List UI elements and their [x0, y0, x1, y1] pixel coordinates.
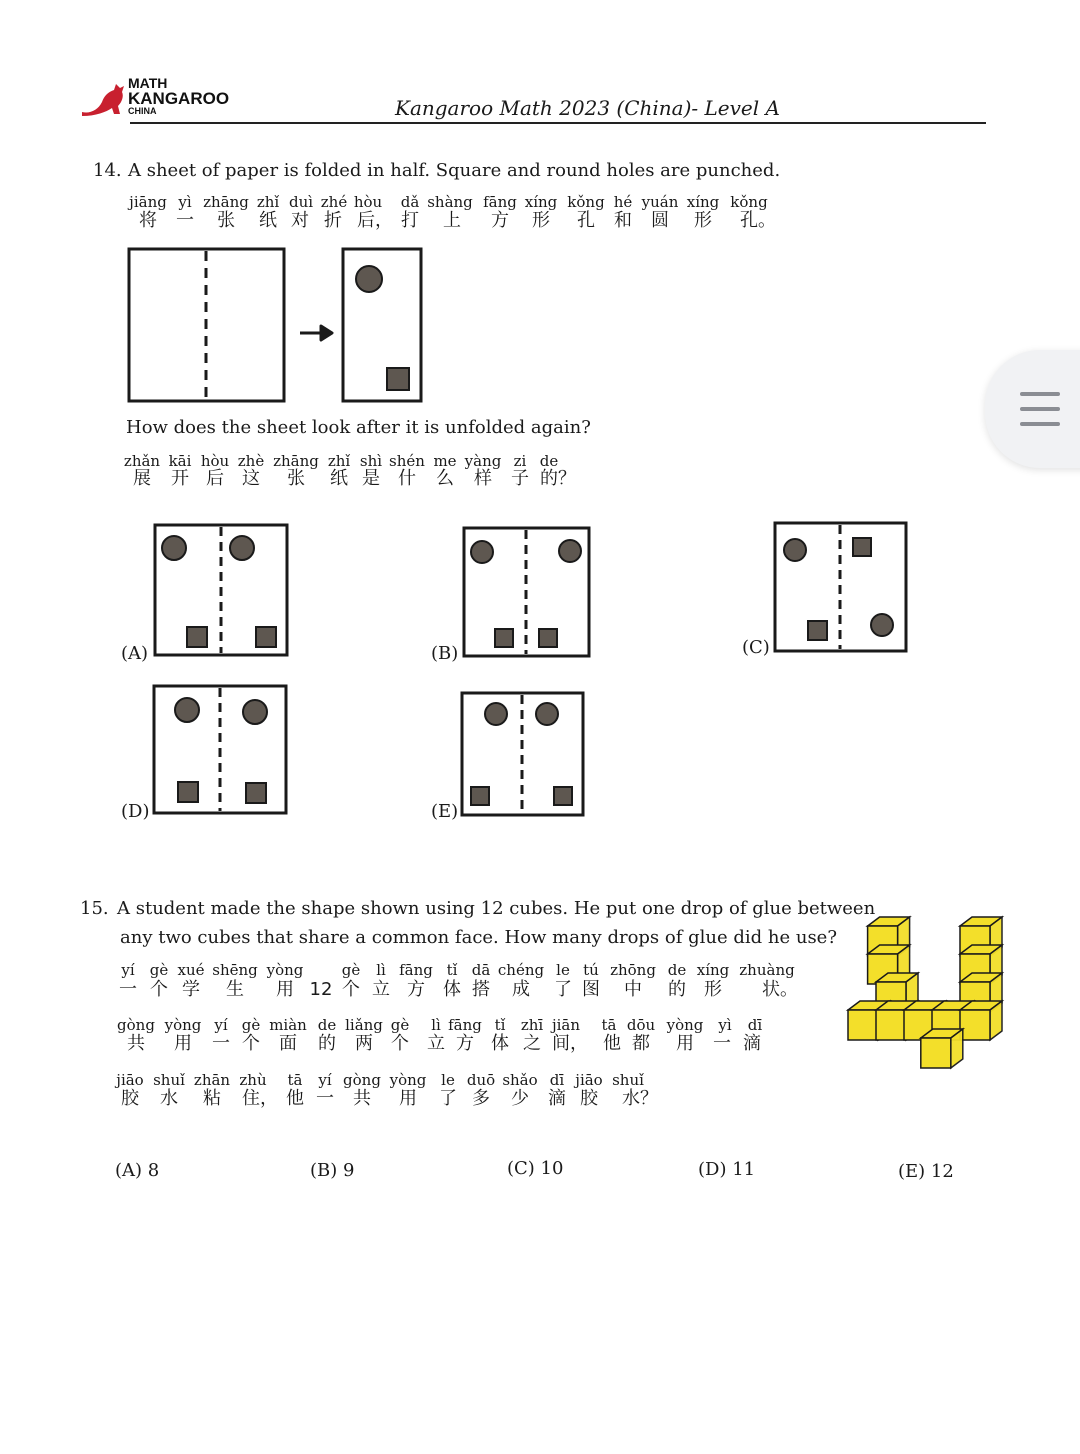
pinyin-syllable: shì [359, 452, 383, 470]
pinyin-syllable: chéng [497, 961, 545, 979]
hanzi-character: 纸 [330, 468, 348, 489]
pinyin-syllable: duō [466, 1071, 496, 1089]
pinyin-syllable: zhān [193, 1071, 231, 1089]
hanzi-character: 这 [242, 468, 260, 489]
pinyin-syllable: shuǐ [153, 1071, 185, 1089]
pinyin-syllable: yí [214, 1016, 228, 1034]
pinyin-syllable: jiāo [575, 1071, 603, 1089]
hanzi-character: 形 [532, 210, 550, 231]
hanzi-character: 一 [119, 979, 137, 1000]
q14-hanzi-line-1 [0, 212, 1080, 234]
hanzi-character: 他 [603, 1033, 621, 1054]
pinyin-syllable: shǎo [502, 1071, 538, 1089]
pinyin-syllable: dī [549, 1071, 565, 1089]
pinyin-syllable: zhāng [273, 452, 319, 470]
pinyin-syllable: gè [149, 961, 169, 979]
pinyin-syllable: yòng [266, 961, 304, 979]
hanzi-character: 个 [242, 1033, 260, 1054]
pinyin-syllable: tā [601, 1016, 617, 1034]
pinyin-syllable: gè [241, 1016, 261, 1034]
hanzi-character: 面 [279, 1033, 297, 1054]
hanzi-character: 形 [704, 979, 722, 1000]
pinyin-syllable: zhǎn [123, 452, 161, 470]
hanzi-character: 立 [372, 979, 390, 1000]
hanzi-character: 后 [206, 468, 224, 489]
pinyin-syllable: dōu [626, 1016, 656, 1034]
hanzi-character: 张 [287, 468, 305, 489]
pinyin-syllable: duì [288, 193, 314, 211]
hanzi-character: 用 [676, 1033, 694, 1054]
hanzi-character: 用 [276, 979, 294, 1000]
pinyin-syllable: dǎ [400, 193, 420, 211]
pinyin-syllable: shàng [427, 193, 473, 211]
q14-option-d-figure[interactable] [151, 683, 291, 818]
hanzi-character: 中 [624, 979, 642, 1000]
pinyin-syllable: le [441, 1071, 455, 1089]
hanzi-character: 胶 [121, 1088, 139, 1109]
hanzi-character: 么 [436, 468, 454, 489]
pinyin-syllable: liǎng [345, 1016, 383, 1034]
hanzi-character: 形 [694, 210, 712, 231]
menu-icon-bar-2 [1020, 407, 1060, 411]
pinyin-syllable: xíng [696, 961, 730, 979]
q15-text-line-2: any two cubes that share a common face. How many drops of glue did he use? [120, 927, 837, 948]
pinyin-syllable: jiāng [129, 193, 167, 211]
hanzi-character: 间， [552, 1033, 588, 1054]
hanzi-character: 共 [353, 1088, 371, 1109]
hanzi-character: 12 [309, 979, 333, 1000]
pinyin-syllable: yàng [464, 452, 502, 470]
pinyin-syllable: lì [376, 961, 386, 979]
q14-option-d-label[interactable]: (D) [121, 801, 150, 822]
hanzi-character: 状。 [762, 979, 798, 1000]
hanzi-character: 成 [512, 979, 530, 1000]
cube [921, 1029, 963, 1068]
hanzi-character: 用 [174, 1033, 192, 1054]
hanzi-character: 图 [582, 979, 600, 1000]
pinyin-syllable: de [667, 961, 687, 979]
hanzi-character: 纸 [259, 210, 277, 231]
hanzi-character: 打 [401, 210, 419, 231]
pinyin-syllable: tú [583, 961, 599, 979]
fold-diagram [125, 245, 445, 415]
pinyin-syllable: gòng [343, 1071, 381, 1089]
hanzi-character: 体 [443, 979, 461, 1000]
hanzi-character: 他 [286, 1088, 304, 1109]
hanzi-character: 个 [150, 979, 168, 1000]
hanzi-character: 个 [342, 979, 360, 1000]
pinyin-syllable: zi [513, 452, 527, 470]
pinyin-syllable: le [556, 961, 570, 979]
q15-option-d[interactable]: (D) 11 [698, 1159, 756, 1180]
hanzi-character: 个 [391, 1033, 409, 1054]
pinyin-syllable: lì [431, 1016, 441, 1034]
logo-line-china: CHINA [128, 106, 157, 116]
pinyin-syllable: hé [613, 193, 633, 211]
q14-number: 14. [93, 160, 122, 181]
hanzi-character: 粘 [203, 1088, 221, 1109]
pinyin-syllable: xíng [686, 193, 720, 211]
hanzi-character: 都 [632, 1033, 650, 1054]
q14-question: How does the sheet look after it is unfolded again? [126, 417, 591, 438]
hanzi-character: 上 [443, 210, 461, 231]
hanzi-character: 多 [472, 1088, 490, 1109]
q14-option-b-label[interactable]: (B) [431, 643, 459, 664]
hanzi-character: 水 [160, 1088, 178, 1109]
pinyin-syllable: yí [121, 961, 135, 979]
q14-option-c-label[interactable]: (C) [742, 637, 770, 658]
pinyin-syllable: yòng [666, 1016, 704, 1034]
pinyin-syllable: zhī [520, 1016, 544, 1034]
pinyin-syllable: tā [287, 1071, 303, 1089]
hanzi-character: 什 [398, 468, 416, 489]
pinyin-syllable: zhōng [610, 961, 656, 979]
pinyin-syllable: hòu [353, 193, 383, 211]
cube-shape-figure [842, 912, 1002, 1062]
hanzi-character: 的 [668, 979, 686, 1000]
hanzi-character: 一 [713, 1033, 731, 1054]
hanzi-character: 两 [355, 1033, 373, 1054]
hanzi-character: 的？ [540, 468, 576, 489]
pinyin-syllable: yuán [641, 193, 679, 211]
q15-option-e[interactable]: (E) 12 [898, 1161, 954, 1182]
q14-hanzi-line-2 [0, 470, 1080, 492]
pinyin-syllable: kāi [168, 452, 192, 470]
pinyin-syllable: de [317, 1016, 337, 1034]
hanzi-character: 一 [176, 210, 194, 231]
hanzi-character: 孔 [577, 210, 595, 231]
pinyin-syllable: xué [177, 961, 205, 979]
logo-line-math: MATH [128, 75, 168, 91]
hanzi-character: 共 [127, 1033, 145, 1054]
pinyin-syllable: dā [471, 961, 491, 979]
pinyin-syllable: me [433, 452, 457, 470]
q15-hanzi-line-3 [0, 1090, 1080, 1112]
q15-text-line-1: A student made the shape shown using 12 cubes. He put one drop of glue between [117, 898, 876, 919]
q15-option-a[interactable]: (A) 8 [115, 1160, 160, 1181]
hanzi-character: 滴 [548, 1088, 566, 1109]
menu-icon-bar-3 [1020, 422, 1060, 426]
q15-option-c[interactable]: (C) 10 [507, 1158, 564, 1179]
hanzi-character: 后， [357, 210, 393, 231]
pinyin-syllable: zhù [239, 1071, 267, 1089]
pinyin-syllable: shuǐ [612, 1071, 644, 1089]
hanzi-character: 的 [318, 1033, 336, 1054]
hanzi-character: 对 [291, 210, 309, 231]
arrow-icon [300, 326, 332, 340]
hanzi-character: 一 [316, 1088, 334, 1109]
hanzi-character: 和 [614, 210, 632, 231]
hanzi-character: 样 [474, 468, 492, 489]
pinyin-syllable: yì [178, 193, 192, 211]
pinyin-syllable: gè [390, 1016, 410, 1034]
round-hole [356, 266, 382, 292]
pinyin-syllable: tǐ [446, 961, 458, 979]
hanzi-character: 住， [242, 1088, 278, 1109]
pinyin-syllable: jiāo [116, 1071, 144, 1089]
pinyin-syllable: fāng [399, 961, 433, 979]
pinyin-syllable: tǐ [494, 1016, 506, 1034]
pinyin-syllable: shén [389, 452, 425, 470]
hanzi-character: 张 [217, 210, 235, 231]
q14-text: A sheet of paper is folded in half. Square and round holes are punched. [128, 160, 781, 181]
pinyin-syllable: miàn [269, 1016, 307, 1034]
hanzi-character: 圆 [651, 210, 669, 231]
q15-option-b[interactable]: (B) 9 [310, 1160, 355, 1181]
hanzi-character: 少 [511, 1088, 529, 1109]
hanzi-character: 生 [226, 979, 244, 1000]
pinyin-syllable: zhāng [203, 193, 249, 211]
math-kangaroo-logo [80, 74, 230, 120]
hanzi-character: 开 [171, 468, 189, 489]
pinyin-syllable: yí [318, 1071, 332, 1089]
hanzi-character: 一 [212, 1033, 230, 1054]
q15-number: 15. [80, 898, 109, 919]
pinyin-syllable: kǒng [730, 193, 768, 211]
hanzi-character: 孔。 [740, 210, 776, 231]
pinyin-syllable: zhé [320, 193, 348, 211]
hanzi-character: 子 [511, 468, 529, 489]
pinyin-syllable: gè [341, 961, 361, 979]
hanzi-character: 体 [491, 1033, 509, 1054]
hanzi-character: 展 [133, 468, 151, 489]
hanzi-character: 之 [523, 1033, 541, 1054]
cube [960, 1001, 1002, 1040]
floating-menu-button[interactable] [985, 350, 1080, 468]
header-title: Kangaroo Math 2023 (China)- Level A [395, 96, 780, 120]
hanzi-character: 折 [324, 210, 342, 231]
q14-option-b-figure[interactable] [461, 525, 596, 665]
hanzi-character: 是 [362, 468, 380, 489]
pinyin-syllable: zhuàng [739, 961, 795, 979]
hanzi-character: 方 [456, 1033, 474, 1054]
hanzi-character: 方 [491, 210, 509, 231]
hanzi-character: 了 [439, 1088, 457, 1109]
q14-option-c-figure[interactable] [772, 520, 912, 655]
hanzi-character: 方 [407, 979, 425, 1000]
hanzi-character: 胶 [580, 1088, 598, 1109]
pinyin-syllable: zhǐ [327, 452, 351, 470]
hanzi-character: 学 [182, 979, 200, 1000]
logo-line-kangaroo: KANGAROO [128, 89, 230, 108]
pinyin-syllable: fāng [483, 193, 517, 211]
pinyin-syllable: gòng [117, 1016, 155, 1034]
q14-option-e-figure[interactable] [459, 690, 594, 825]
pinyin-syllable: kǒng [567, 193, 605, 211]
pinyin-syllable: hòu [200, 452, 230, 470]
pinyin-syllable: fāng [448, 1016, 482, 1034]
pinyin-syllable: zhè [237, 452, 265, 470]
menu-icon-bar-1 [1020, 392, 1060, 396]
hanzi-character: 将 [139, 210, 157, 231]
hanzi-character: 用 [399, 1088, 417, 1109]
kangaroo-icon [80, 74, 128, 120]
q14-option-e-label[interactable]: (E) [431, 801, 459, 822]
pinyin-syllable: de [539, 452, 559, 470]
q14-option-a-label[interactable]: (A) [121, 643, 149, 664]
pinyin-syllable: yòng [389, 1071, 427, 1089]
q14-option-a-figure[interactable] [152, 522, 292, 662]
header-divider [130, 122, 986, 124]
pinyin-syllable: dī [747, 1016, 763, 1034]
hanzi-character: 水？ [622, 1088, 658, 1109]
pinyin-syllable: yòng [164, 1016, 202, 1034]
pinyin-syllable: xíng [524, 193, 558, 211]
pinyin-syllable: jiān [551, 1016, 581, 1034]
hanzi-character: 搭 [472, 979, 490, 1000]
hanzi-character: 滴 [743, 1033, 761, 1054]
pinyin-syllable: yì [718, 1016, 732, 1034]
pinyin-syllable: shēng [212, 961, 258, 979]
square-hole [387, 368, 409, 390]
hanzi-character: 了 [554, 979, 572, 1000]
pinyin-syllable: zhǐ [256, 193, 280, 211]
hanzi-character: 立 [427, 1033, 445, 1054]
